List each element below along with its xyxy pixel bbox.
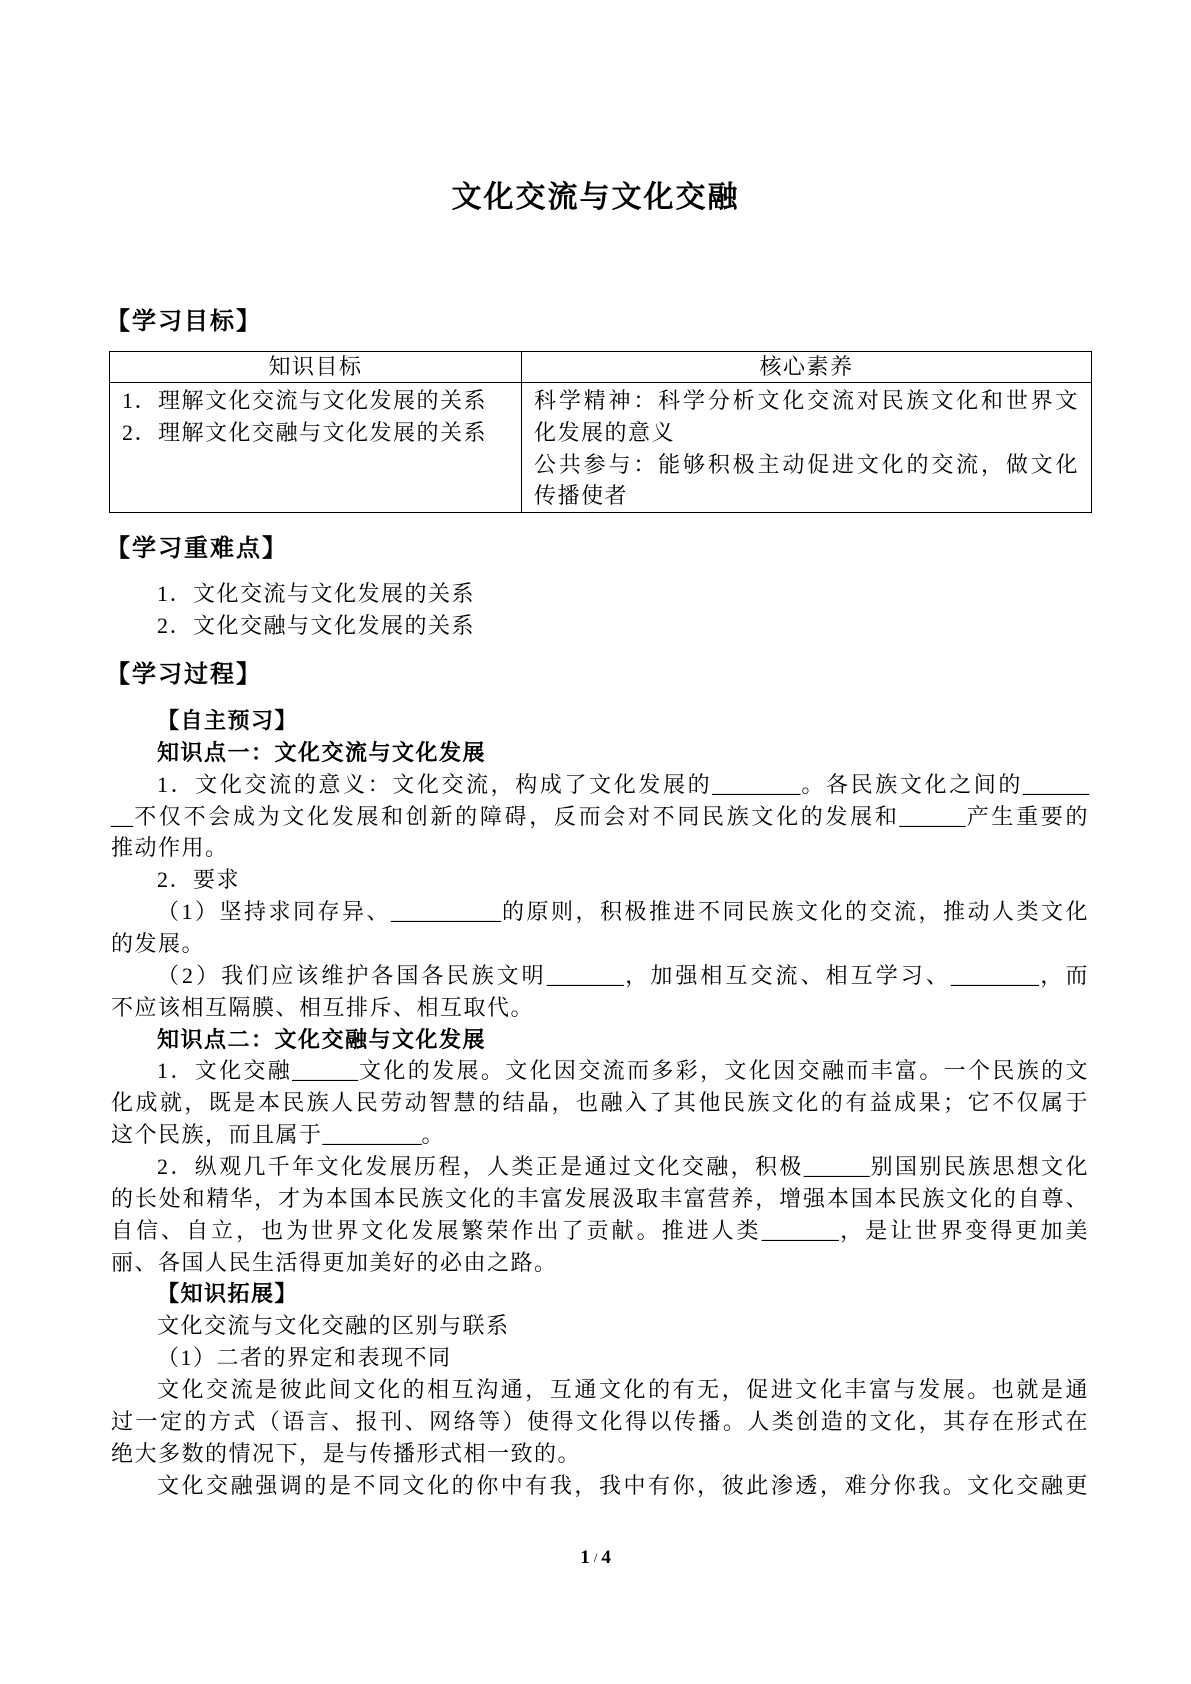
- process-heading: 【学习过程】: [106, 662, 262, 688]
- requirements-title: 2．要求: [157, 867, 241, 893]
- paragraph-line: 文化交融强调的是不同文化的你中有我，我中有你，彼此渗透，难分你我。文化交融更: [157, 1472, 1089, 1498]
- objectives-table: [109, 351, 1092, 513]
- key-points-heading: 【学习重难点】: [106, 536, 288, 562]
- paragraph-line: 2．纵观几千年文化发展历程，人类正是通过文化交融，积极______别国别民族思想文化: [157, 1154, 1089, 1180]
- objectives-heading: 【学习目标】: [106, 309, 262, 335]
- answer-blank: ______: [292, 1058, 359, 1084]
- page-number: [0, 1544, 1191, 1572]
- extension-paragraph-2: [111, 1470, 1089, 1502]
- knowledge-goals-cell: [110, 383, 522, 512]
- answer-blank: __________: [391, 899, 501, 925]
- current-page: 1: [580, 1547, 590, 1568]
- answer-blank: ______: [1023, 771, 1089, 797]
- paragraph-line: __不仅不会成为文化发展和创新的障碍，反而会对不同民族文化的发展和______产生重要的: [111, 803, 1089, 829]
- answer-blank: ________: [950, 962, 1039, 988]
- knowledge-point-2-item-1: [111, 1055, 1089, 1151]
- paragraph-line: 过一定的方式（语言、报刊、网络等）使得文化得以传播。人类创造的文化，其存在形式在: [111, 1408, 1089, 1434]
- paragraph-line: 1．文化交融______文化的发展。文化因交流而多彩，文化因交融而丰富。一个民族的文: [157, 1058, 1089, 1084]
- knowledge-goal: 2．理解文化交融与文化发展的关系: [122, 419, 488, 445]
- paragraph-line: （1）坚持求同存异、__________的原则，积极推进不同民族文化的交流，推动人类文化: [157, 899, 1089, 925]
- knowledge-point-2-item-2: [111, 1151, 1089, 1278]
- answer-blank: ______: [803, 1154, 870, 1180]
- paragraph-line: 1．文化交流的意义：文化交流，构成了文化发展的________。各民族文化之间的______: [157, 771, 1089, 797]
- paragraph-line: 不应该相互隔膜、相互排斥、相互取代。: [111, 994, 535, 1020]
- answer-blank: ________: [712, 771, 801, 797]
- extension-topic: 文化交流与文化交融的区别与联系: [157, 1313, 510, 1339]
- table-header-knowledge: 知识目标: [110, 352, 522, 383]
- literacy-line: 科学精神：科学分析文化交流对民族文化和世界文: [534, 388, 1079, 413]
- page-separator: /: [593, 1550, 598, 1565]
- paragraph-line: 的长处和精华，才为本国本民族文化的丰富发展汲取丰富营养，增强本国本民族文化的自尊、: [111, 1185, 1089, 1211]
- document-title: 文化交流与文化交融: [451, 181, 740, 214]
- answer-blank: __: [111, 803, 133, 829]
- requirement-2: [111, 960, 1089, 1024]
- knowledge-point-1-title: 知识点一：文化交流与文化发展: [157, 739, 487, 765]
- knowledge-point-2-title: 知识点二：文化交融与文化发展: [157, 1026, 487, 1052]
- literacy-line: 传播使者: [534, 483, 629, 509]
- answer-blank: _______: [546, 962, 624, 988]
- answer-blank: ______: [899, 803, 966, 829]
- answer-blank: _______: [761, 1217, 839, 1243]
- literacy-line: 公共参与：能够积极主动促进文化的交流，做文化: [534, 451, 1079, 477]
- self-study-heading: 【自主预习】: [157, 708, 299, 733]
- paragraph-line: 自信、自立，也为世界文化发展繁荣作出了贡献。推进人类_______，是让世界变得更加美: [111, 1217, 1089, 1243]
- core-literacy-cell: [522, 383, 1091, 512]
- requirement-1: [111, 896, 1089, 960]
- literacy-line: 化发展的意义: [534, 419, 676, 445]
- total-pages: 4: [601, 1547, 611, 1568]
- learning-process-content: [111, 705, 1089, 1501]
- paragraph-line: 化成就，既是本民族人民劳动智慧的结晶，也融入了其他民族文化的有益成果；它不仅属于: [111, 1090, 1089, 1116]
- key-point-item: 2．文化交融与文化发展的关系: [157, 612, 476, 638]
- paragraph-line: 的发展。: [111, 931, 206, 957]
- extension-subtitle: （1）二者的界定和表现不同: [157, 1345, 452, 1371]
- paragraph-line: （2）我们应该维护各国各民族文明_______，加强相互交流、相互学习、________，而: [157, 962, 1089, 988]
- key-points-list: [157, 578, 797, 642]
- knowledge-goal: 1．理解文化交流与文化发展的关系: [122, 388, 488, 413]
- paragraph-line: 绝大多数的情况下，是与传播形式相一致的。: [111, 1440, 582, 1466]
- paragraph-line: 这个民族，而且属于_________。: [111, 1122, 446, 1148]
- paragraph-line: 文化交流是彼此间文化的相互沟通，互通文化的有无，促进文化丰富与发展。也就是通: [157, 1377, 1089, 1403]
- paragraph-line: 丽、各国人民生活得更加美好的必由之路。: [111, 1249, 558, 1275]
- answer-blank: _________: [322, 1122, 422, 1148]
- extension-paragraph-1: [111, 1374, 1089, 1470]
- table-header-literacy: 核心素养: [522, 352, 1091, 383]
- key-point-item: 1．文化交流与文化发展的关系: [157, 581, 476, 606]
- extension-heading: 【知识拓展】: [157, 1281, 299, 1307]
- paragraph-line: 推动作用。: [111, 835, 229, 861]
- knowledge-point-1-item-1: [111, 769, 1089, 865]
